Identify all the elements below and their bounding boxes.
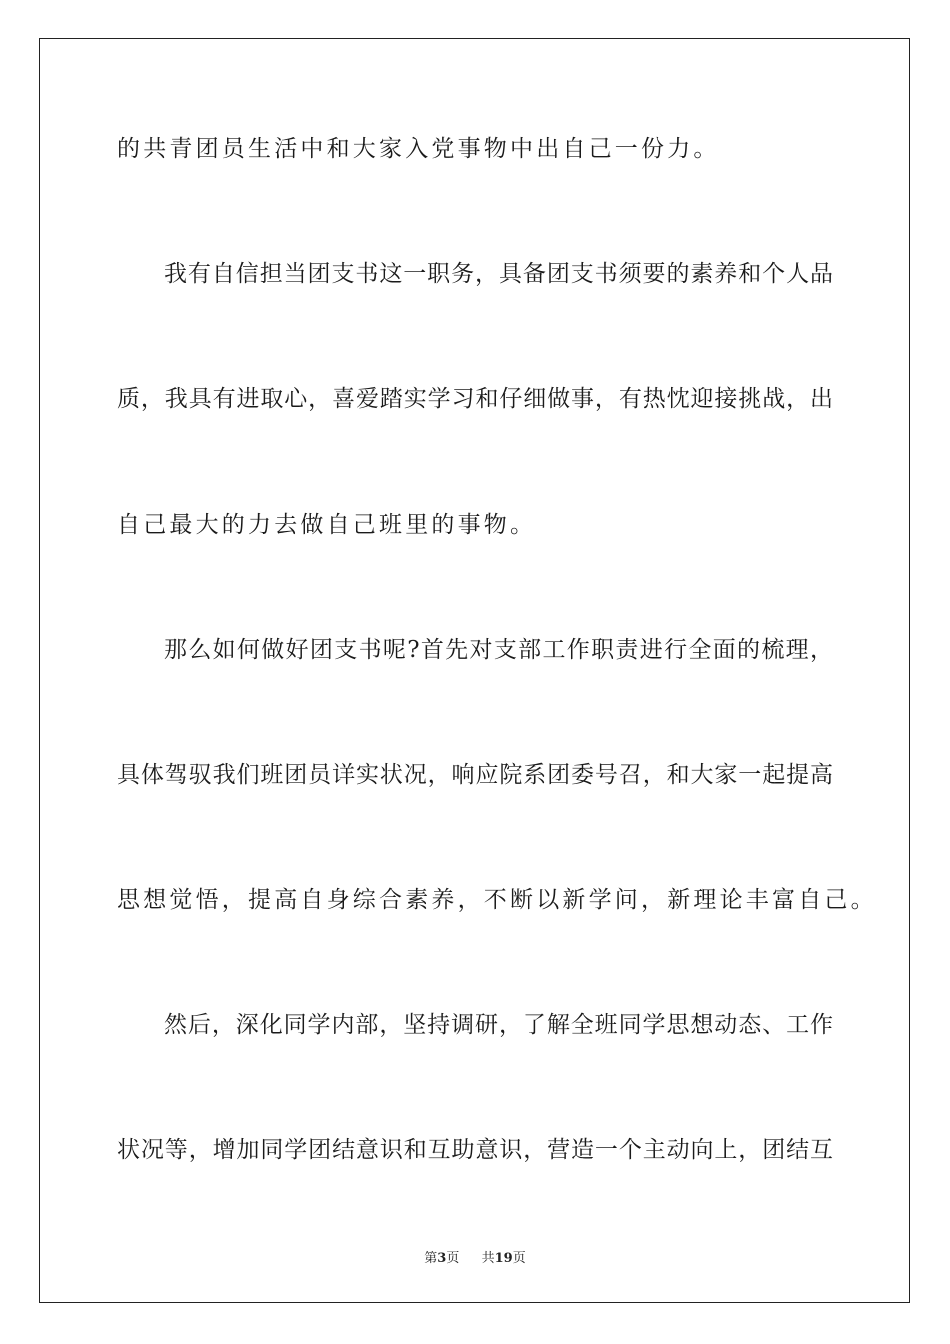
footer-page-prefix: 第 (424, 1251, 438, 1266)
text-line-5: 那么如何做好团支书呢?首先对支部工作职责进行全面的梳理， (164, 637, 833, 663)
text-line-9: 状况等，增加同学团结意识和互助意识，营造一个主动向上，团结互 (117, 1137, 833, 1163)
text-line-4: 自己最大的力去做自己班里的事物。 (117, 512, 537, 538)
footer-total-suffix: 页 (512, 1251, 526, 1266)
text-line-7: 思想觉悟，提高自身综合素养，不断以新学问，新理论丰富自己。 (117, 887, 877, 913)
footer-page-suffix: 页 (446, 1251, 460, 1266)
text-line-8: 然后，深化同学内部，坚持调研，了解全班同学思想动态、工作 (164, 1012, 833, 1038)
page-border (39, 38, 910, 1303)
text-line-2: 我有自信担当团支书这一职务，具备团支书须要的素养和个人品 (164, 261, 833, 287)
text-line-1: 的共青团员生活中和大家入党事物中出自己一份力。 (117, 136, 720, 162)
text-line-3: 质，我具有进取心，喜爱踏实学习和仔细做事，有热忱迎接挑战，出 (117, 386, 833, 412)
footer-total-number: 19 (494, 1251, 513, 1266)
page-footer (0, 1247, 950, 1266)
footer-total-prefix: 共 (481, 1251, 495, 1266)
text-line-6: 具体驾驭我们班团员详实状况，响应院系团委号召，和大家一起提高 (117, 762, 833, 788)
footer-page-number: 3 (437, 1251, 447, 1266)
